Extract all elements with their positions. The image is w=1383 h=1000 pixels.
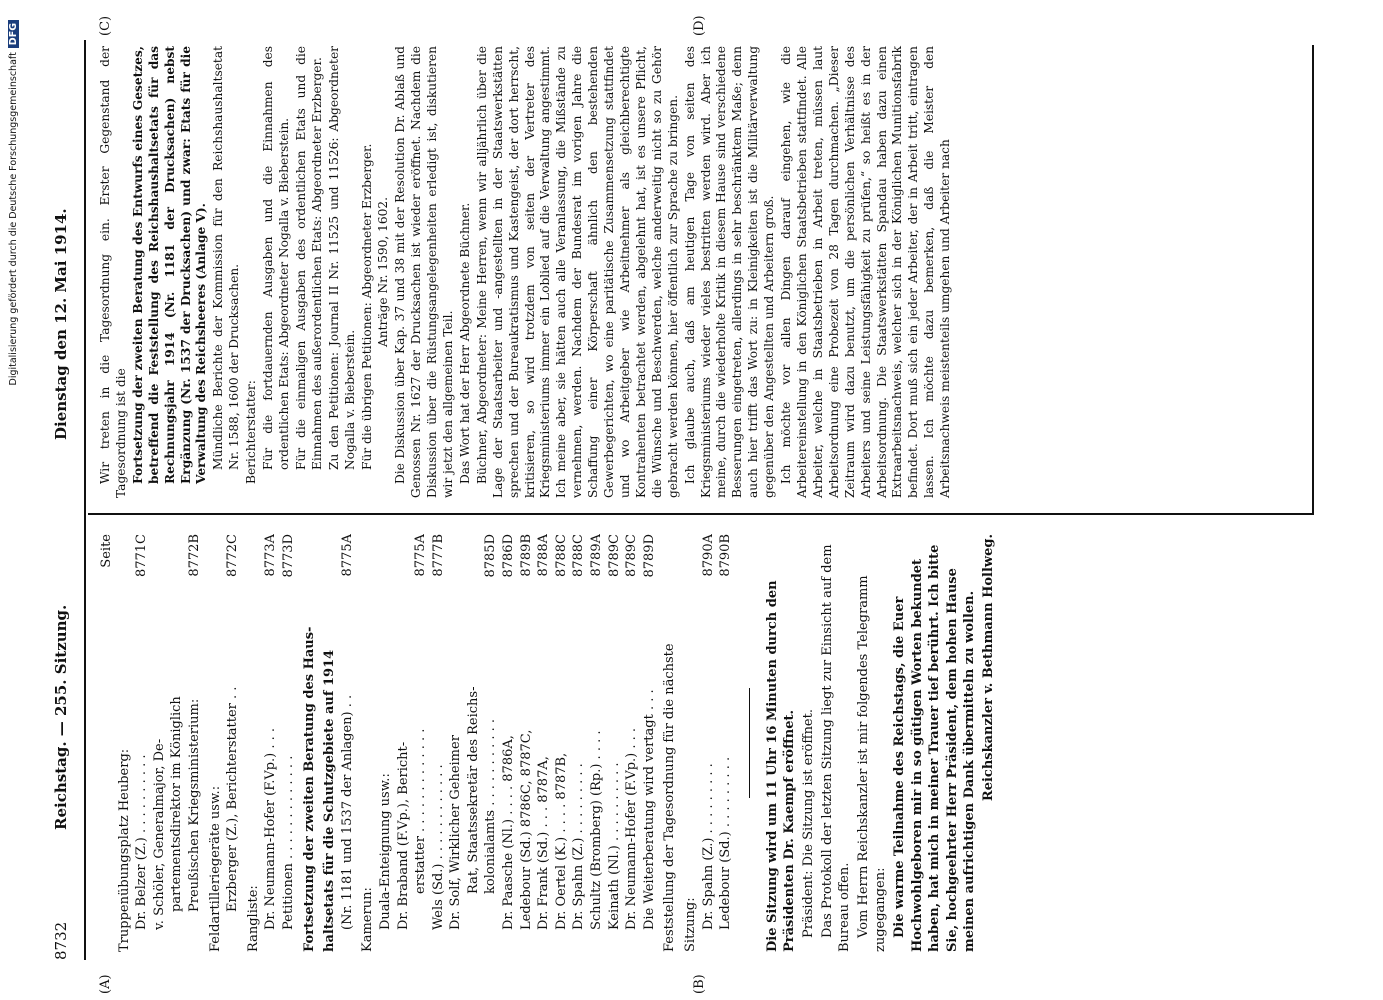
toc-page-ref: 8772C	[225, 534, 241, 578]
toc-entry	[623, 534, 641, 952]
toc-entry	[500, 534, 518, 952]
table-of-contents	[116, 534, 735, 952]
agenda-item-recurring: Für die fortdauernden Ausgaben und die Einnahmen des ordentlichen Etats: Abgeordneter Nogalla v. Bieberstein.	[261, 46, 291, 470]
toc-page-ref: 8777B	[430, 534, 446, 577]
toc-entry	[482, 534, 500, 952]
margin-letter-a: (A)	[98, 974, 113, 994]
toc-entry	[447, 534, 465, 952]
toc-entry	[359, 534, 377, 952]
toc-page-ref: 8789C	[624, 534, 640, 578]
toc-entry-text: Die Weiterberatung wird vertagt . . .	[641, 689, 657, 930]
toc-entry	[133, 534, 151, 952]
toc-entry-text: Dr. Paasche (Nl.) . . . . 8786A,	[501, 735, 517, 930]
toc-page-ref: 8773D	[280, 534, 296, 578]
toc-entry	[700, 534, 718, 952]
toc-entry-text: Feldartilleriegeräte usw.:	[207, 785, 223, 952]
agenda-item-main: Fortsetzung der zweiten Beratung des Entwurfs eines Gesetzes, betreffend die Feststellung des Reichshaushaltsetats für das Rechnungsjahr 1914 (Nr. 1181 der Drucksachen) nebst Ergänzung (Nr. 1537 der Drucksachen) und zwar: Etats für die Verwaltung des Reichsheeres (Anlage V).	[130, 46, 209, 484]
agenda-intro: Wir treten in die Tagesordnung ein. Erster Gegenstand der Tagesordnung ist die	[98, 46, 128, 498]
margin-letter-b: (B)	[692, 974, 707, 994]
toc-entry	[717, 534, 735, 952]
toc-page-ref: 8775A	[339, 534, 355, 577]
toc-entry-text: Dr. Solf, Wirklicher Geheimer	[448, 735, 464, 930]
toc-entry-text: Erzberger (Z.), Berichterstatter . .	[225, 686, 241, 912]
toc-entry-text: Fortsetzung der zweiten Beratung des Haus-	[301, 626, 317, 952]
toc-entry	[570, 534, 588, 952]
toc-entry	[430, 534, 448, 952]
toc-page-ref: 8775A	[413, 534, 429, 577]
digitization-note	[8, 20, 19, 980]
toc-entry	[553, 534, 571, 952]
toc-entry-text: partementsdirektor im Königlich	[169, 696, 185, 912]
toc-entry	[588, 534, 606, 952]
dfg-logo: DFG	[8, 20, 19, 48]
toc-entry	[377, 534, 395, 952]
toc-entry-text: Sitzung:	[683, 897, 698, 952]
floor-note: Das Wort hat der Herr Abgeordnete Büchner.	[457, 202, 472, 484]
toc-entry-text: Ledebour (Sd.) . . . . . . . . .	[718, 756, 734, 930]
agenda-item-motions: Anträge Nr. 1590, 1602.	[376, 196, 391, 348]
section-rule	[749, 688, 750, 798]
toc-page-ref: 8786D	[501, 534, 517, 578]
toc-entry	[245, 534, 263, 952]
toc-entry	[518, 534, 536, 952]
protocol-note: Das Protokoll der letzten Sitzung liegt zur Einsicht auf dem Bureau offen.	[819, 544, 853, 952]
toc-page-ref: 8790B	[718, 534, 734, 577]
toc-entry	[321, 534, 339, 952]
toc-entry	[301, 534, 319, 952]
toc-entry	[151, 534, 169, 952]
margin-letter-c: (C)	[98, 15, 113, 36]
toc-entry-text: (Nr. 1181 und 1537 der Anlagen) . .	[339, 694, 355, 930]
toc-page-ref: 8788C	[553, 534, 569, 578]
toc-entry-text: Petitionen . . . . . . . . . . . . .	[280, 755, 296, 930]
toc-entry-text: Feststellung der Tagesordnung für die nächste	[662, 643, 678, 952]
toc-entry	[262, 534, 280, 952]
speech-paragraph-1: Büchner, Abgeordneter: Meine Herren, wenn wir alljährlich über die Lage der Staatsarbeiter und -angestellten in der Staatswerkstätten sprechen und der Bureaukratismus und Kastengeist, der dort herrscht, kritisieren, so wird trotzdem von seiten der Vertreter des Kriegsministeriums immer ein Loblied auf die Verwaltung angestimmt. Ich meine aber, sie hätten auch alle Veranlassung, die Mißstände zu vernehmen, werden. Nachdem der Bundesrat im vorigen Jahre die Schaffung einer Körperschaft ähnlich den bestehenden Gewerbegerichten, wo eine paritätische Zusammensetzung stattfindet und wo Arbeitgeber wie Arbeitnehmer als gleichberechtigte Kontrahenten betrachtet werden, abgelehnt hat, ist es unsere Pflicht, die Wünsche und Beschwerden, welche anderweitig nicht so zu Gehör gebracht werden können, hier öffentlich zur Sprache zu bringen.	[474, 46, 680, 498]
toc-entry-text: Rangliste:	[245, 885, 261, 952]
agenda-item-other-petitions: Für die übrigen Petitionen: Abgeordneter Erzberger.	[359, 143, 374, 470]
toc-page-ref: 8789A	[589, 534, 605, 577]
toc-entry	[116, 534, 134, 952]
running-title: Reichstag. — 255. Sitzung.	[52, 604, 70, 830]
toc-entry	[395, 534, 413, 952]
toc-entry	[412, 534, 430, 952]
toc-page-ref: 8785D	[483, 534, 499, 578]
toc-entry-text: Truppenübungsplatz Heuberg:	[116, 748, 132, 952]
toc-entry	[224, 534, 242, 952]
header-rule	[84, 40, 86, 960]
toc-page-ref: 8772B	[186, 534, 202, 577]
toc-entry	[606, 534, 624, 952]
toc-page-ref: 8773A	[263, 534, 279, 577]
toc-page-ref: 8771C	[134, 534, 150, 578]
agenda-item-rapporteurs: Berichterstatter:	[244, 380, 259, 484]
toc-entry	[280, 534, 298, 952]
toc-entry-text: Kamerun:	[360, 887, 376, 952]
toc-entry-text: Dr. Frank (Sd.) . . . 8787A,	[536, 756, 552, 930]
toc-entry-text: haltsetats für die Schutzgebiete auf 1914	[322, 649, 338, 952]
toc-entry-text: Ledebour (Sd.) 8786C, 8787C,	[518, 729, 534, 930]
telegram-signature: Reichskanzler v. Bethmann Hollweg.	[980, 534, 996, 802]
agenda-item-reports: Mündliche Berichte der Kommission für den Reichshaushaltsetat Nr. 1588, 1600 der Drucksachen.	[211, 46, 242, 470]
toc-entry	[339, 534, 357, 952]
toc-entry-text: v. Schöler, Generalmajor, De-	[151, 738, 167, 930]
toc-entry-text: Dr. Neumann-Hofer (F.Vp.) . . .	[624, 727, 640, 930]
toc-entry-text: Keinath (Nl.) . . . . . . . . . .	[606, 762, 622, 930]
toc-entry-text: Dr. Belzer (Z.) . . . . . . . . . .	[134, 754, 150, 930]
page-header	[52, 40, 82, 960]
toc-entry-text: kolonialamts . . . . . . . . . . .	[483, 718, 499, 894]
toc-entry-text: erstatter . . . . . . . . . . . . .	[413, 728, 429, 894]
toc-page-ref: 8790A	[700, 534, 716, 577]
toc-entry	[641, 534, 659, 952]
toc-entry	[661, 534, 679, 952]
toc-entry-text: Dr. Neumann-Hofer (F.Vp.) . . .	[263, 727, 279, 930]
toc-page-ref: 8789C	[606, 534, 622, 578]
page-number: 8732	[52, 921, 70, 960]
toc-entry	[682, 534, 700, 952]
toc-entry-text: Dr. Spahn (Z.) . . . . . . . . .	[571, 763, 587, 930]
toc-entry-text: Schultz (Bromberg) (Rp.) . . . .	[589, 730, 605, 930]
toc-page-ref: 8789B	[518, 534, 534, 577]
speech-paragraph-3: Ich möchte vor allen Dingen darauf eingehen, wie die Arbeitereinstellung in den Königlichen Staatsbetrieben stattfindet. Alle Arbeiter, welche in Staatsbetrieben in Arbeit treten, müssen laut Arbeitsordnung eine Probezeit von 28 Tagen durchmachen. „Dieser Zeitraum wird dazu benutzt, um die persönlichen Verhältnisse des Arbeiters und seine Leistungsfähigkeit zu prüfen,“ so heißt es in der Arbeitsordnung. Die Staatswerkstätten Spandau haben dazu einen Extraarbeitsnachweis, welcher sich in der Königlichen Munitionsfabrik befindet. Dort muß sich ein jeder Arbeiter, der in Arbeit tritt, eintragen lassen. Ich möchte dazu bemerken, daß die Meister den Arbeitsnachweis meistenteils umgehen und Arbeiter nach	[779, 46, 953, 498]
toc-entry	[465, 534, 483, 952]
toc-entry	[168, 534, 186, 952]
toc-entry	[535, 534, 553, 952]
column-bottom-rule	[1312, 45, 1314, 515]
president-opening: Präsident: Die Sitzung ist eröffnet.	[800, 709, 816, 938]
toc-entry-text: Wels (Sd.) . . . . . . . . . . . .	[430, 764, 446, 930]
column-divider	[88, 513, 1313, 515]
toc-entry-text: Dr. Oertel (K.) . . . . 8787B,	[553, 752, 569, 930]
toc-page-ref: 8788A	[536, 534, 552, 577]
telegram-text: Die warme Teilnahme des Reichstags, die Euer Hochwohlgeboren mir in so gütigen Worten bekundet haben, hat mich in meiner Trauer tief berührt. Ich bitte Sie, hochgeehrter Herr Präsident, dem hohen Hause meinen aufrichtigen Dank übermitteln zu wollen.	[891, 544, 978, 952]
right-column	[98, 46, 955, 498]
speech-paragraph-2: Ich glaube auch, daß am heutigen Tage von seiten des Kriegsministeriums wieder vieles bestritten werden wird. Aber ich meine, durch die wiederholte Kritik in diesem Hause sind verschiedene Besserungen eingetreten, allerdings in sehr beschränktem Maße; denn auch hier trifft das Wort zu: in Kleinigkeiten ist die Militärverwaltung gegenüber den Angestellten und Arbeitern groß.	[682, 46, 777, 498]
seite-label: Seite	[99, 534, 114, 568]
opening-note: Die Sitzung wird um 11 Uhr 16 Minuten durch den Präsidenten Dr. Kaempf eröffnet.	[764, 580, 798, 952]
toc-entry-text: Duala-Enteignung usw.:	[377, 773, 393, 930]
agenda-item-petitions: Zu den Petitionen: Journal II Nr. 11525 und 11526: Abgeordneter Nogalla v. Bieberstein.	[326, 46, 357, 470]
agenda-item-onetime: Für die einmaligen Ausgaben des ordentlichen Etats und die Einnahmen des außerordentlichen Etats: Abgeordneter Erzberger.	[293, 46, 324, 470]
toc-entry-text: Dr. Spahn (Z.) . . . . . . . . .	[700, 763, 716, 930]
toc-entry	[186, 534, 204, 952]
left-column	[98, 534, 999, 952]
toc-page-ref: 8788C	[571, 534, 587, 578]
toc-page-ref: 8789D	[641, 534, 657, 578]
toc-entry-text: Rat, Staatssekretär des Reichs-	[465, 686, 481, 894]
date-line: Dienstag den 12. Mai 1914.	[52, 208, 70, 440]
toc-entry	[207, 534, 225, 952]
margin-letter-d: (D)	[692, 15, 707, 36]
toc-entry-text: Dr. Braband (F.Vp.), Bericht-	[395, 741, 411, 930]
telegram-intro: Vom Herrn Reichskanzler ist mir folgendes Telegramm zugegangen:	[855, 575, 889, 952]
toc-entry-text: Preußischen Kriegsministerium:	[186, 698, 202, 912]
digitization-text: Digitalisierung gefördert durch die Deutsche Forschungsgemeinschaft	[8, 52, 19, 386]
discussion-note: Die Diskussion über Kap. 37 und 38 mit der Resolution Dr. Ablaß und Genossen Nr. 1627 der Drucksachen ist wieder eröffnet. Nachdem die Diskussion über die Rüstungsangelegenheiten erledigt ist, diskutieren wir jetzt den allgemeinen Teil.	[393, 46, 456, 498]
